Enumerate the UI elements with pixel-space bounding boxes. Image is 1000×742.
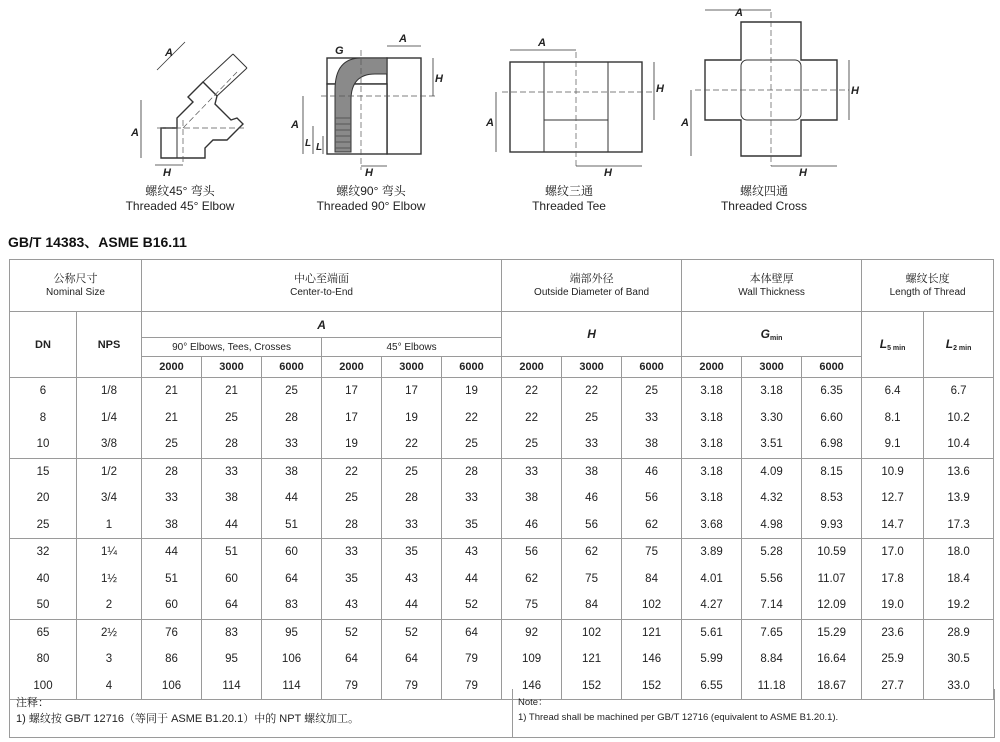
- table-cell: 22: [502, 405, 562, 432]
- header-nps: NPS: [77, 312, 142, 378]
- table-cell: 38: [202, 485, 262, 512]
- table-cell: 8.53: [802, 485, 862, 512]
- caption-90-elbow: [286, 184, 456, 214]
- table-cell: 8.15: [802, 458, 862, 485]
- table-cell: 25: [262, 378, 322, 405]
- table-cell: 62: [622, 512, 682, 539]
- table-cell: 11.07: [802, 566, 862, 593]
- dim-G-label: G: [335, 45, 344, 57]
- dim-H-label: H: [365, 167, 373, 179]
- table-cell: 33.0: [924, 673, 994, 700]
- table-row: [10, 566, 994, 593]
- table-cell: 56: [562, 512, 622, 539]
- class-3000: 3000: [202, 357, 262, 378]
- table-cell: 23.6: [862, 619, 924, 646]
- table-cell: 44: [262, 485, 322, 512]
- table-cell: 95: [262, 619, 322, 646]
- cell-nps: 4: [77, 673, 142, 700]
- cell-nps: 1¼: [77, 539, 142, 566]
- note-cn-title: 注释：: [16, 697, 49, 709]
- table-cell: 25: [622, 378, 682, 405]
- dimensions-table: [9, 259, 994, 700]
- table-cell: 6.4: [862, 378, 924, 405]
- header-symbol-G: $G_{min}$: [682, 312, 862, 357]
- table-cell: 62: [502, 566, 562, 593]
- table-cell: 64: [382, 646, 442, 673]
- table-cell: 4.32: [742, 485, 802, 512]
- table-cell: 52: [442, 592, 502, 619]
- table-cell: 4.98: [742, 512, 802, 539]
- table-cell: 51: [202, 539, 262, 566]
- threaded-tee-drawing: [488, 0, 668, 180]
- dim-A-label: A: [291, 119, 299, 131]
- note-cn-text: 1) 螺纹按 GB/T 12716（等同于 ASME B1.20.1）中的 NPT 螺纹加工。: [16, 713, 360, 725]
- header-center-to-end: 中心至端面 Center-to-End: [142, 260, 502, 312]
- table-cell: 75: [502, 592, 562, 619]
- table-cell: 62: [562, 539, 622, 566]
- table-row: [10, 619, 994, 646]
- table-cell: 79: [322, 673, 382, 700]
- header-outside-diameter: 端部外径 Outside Diameter of Band: [502, 260, 682, 312]
- table-cell: 92: [502, 619, 562, 646]
- table-cell: 38: [502, 485, 562, 512]
- table-cell: 18.67: [802, 673, 862, 700]
- cell-dn: 80: [10, 646, 77, 673]
- cell-nps: 1/4: [77, 405, 142, 432]
- table-cell: 10.2: [924, 405, 994, 432]
- caption-45-elbow: [95, 184, 265, 214]
- table-cell: 25: [142, 431, 202, 458]
- table-row: [10, 646, 994, 673]
- dim-A-label: A: [681, 117, 689, 129]
- table-cell: 121: [622, 619, 682, 646]
- dim-H-label-side: H: [656, 83, 664, 95]
- class-2000: 2000: [682, 357, 742, 378]
- table-row: [10, 485, 994, 512]
- cell-dn: 10: [10, 431, 77, 458]
- table-cell: 7.14: [742, 592, 802, 619]
- table-cell: 44: [142, 539, 202, 566]
- table-cell: 35: [322, 566, 382, 593]
- header-symbol-L5: $L_{5 min}$: [862, 312, 924, 378]
- table-cell: 17: [382, 378, 442, 405]
- dim-H-label-side: H: [851, 85, 859, 97]
- table-cell: 25: [502, 431, 562, 458]
- table-cell: 21: [202, 378, 262, 405]
- table-cell: 16.64: [802, 646, 862, 673]
- dim-A-label-top: A: [538, 37, 546, 49]
- table-cell: 4.01: [682, 566, 742, 593]
- table-cell: 25: [562, 405, 622, 432]
- table-cell: 146: [502, 673, 562, 700]
- table-cell: 22: [382, 431, 442, 458]
- caption-cross: [679, 184, 849, 214]
- threaded-90-elbow-drawing: [265, 0, 445, 180]
- table-cell: 19: [322, 431, 382, 458]
- dim-L2-label: L: [305, 138, 312, 149]
- table-cell: 3.18: [682, 458, 742, 485]
- table-cell: 22: [322, 458, 382, 485]
- table-cell: 3.51: [742, 431, 802, 458]
- table-cell: 64: [202, 592, 262, 619]
- cell-dn: 25: [10, 512, 77, 539]
- table-cell: 33: [382, 512, 442, 539]
- table-cell: 5.56: [742, 566, 802, 593]
- cell-nps: 1/2: [77, 458, 142, 485]
- table-cell: 52: [382, 619, 442, 646]
- dim-A-label-top: A: [735, 7, 743, 19]
- fittings-illustrations: [0, 0, 1000, 225]
- cell-nps: 1½: [77, 566, 142, 593]
- header-symbol-A: A: [142, 312, 502, 338]
- class-6000: 6000: [262, 357, 322, 378]
- table-cell: 3.18: [682, 485, 742, 512]
- cell-nps: 2½: [77, 619, 142, 646]
- table-cell: 56: [622, 485, 682, 512]
- dim-H-label: H: [604, 167, 612, 179]
- table-cell: 3.18: [682, 378, 742, 405]
- table-cell: 28.9: [924, 619, 994, 646]
- table-cell: 11.18: [742, 673, 802, 700]
- caption-cn: 螺纹45° 弯头: [145, 184, 215, 198]
- table-cell: 114: [202, 673, 262, 700]
- table-cell: 109: [502, 646, 562, 673]
- table-cell: 86: [142, 646, 202, 673]
- table-cell: 33: [202, 458, 262, 485]
- table-cell: 3.18: [682, 405, 742, 432]
- table-cell: 10.59: [802, 539, 862, 566]
- table-cell: 5.28: [742, 539, 802, 566]
- cell-dn: 20: [10, 485, 77, 512]
- table-cell: 75: [622, 539, 682, 566]
- table-cell: 83: [202, 619, 262, 646]
- note-en-text: 1) Thread shall be machined per GB/T 12716 (equivalent to ASME B1.20.1).: [518, 712, 839, 723]
- table-cell: 106: [262, 646, 322, 673]
- table-cell: 25: [202, 405, 262, 432]
- table-cell: 38: [622, 431, 682, 458]
- header-45-elbows: 45° Elbows: [322, 338, 502, 357]
- dim-H-label: H: [163, 167, 171, 179]
- table-cell: 60: [142, 592, 202, 619]
- class-2000: 2000: [502, 357, 562, 378]
- table-row: [10, 458, 994, 485]
- table-cell: 44: [382, 592, 442, 619]
- table-cell: 84: [562, 592, 622, 619]
- dim-H-label: H: [799, 167, 807, 179]
- header-class-row: [10, 357, 994, 378]
- table-cell: 43: [382, 566, 442, 593]
- table-cell: 121: [562, 646, 622, 673]
- class-2000: 2000: [322, 357, 382, 378]
- cell-dn: 65: [10, 619, 77, 646]
- table-cell: 25: [322, 485, 382, 512]
- table-cell: 28: [202, 431, 262, 458]
- table-cell: 51: [262, 512, 322, 539]
- caption-en: Threaded 90° Elbow: [316, 199, 426, 213]
- table-cell: 60: [262, 539, 322, 566]
- class-6000: 6000: [442, 357, 502, 378]
- header-nominal-size: 公称尺寸 Nominal Size: [10, 260, 142, 312]
- table-cell: 33: [622, 405, 682, 432]
- table-cell: 19.0: [862, 592, 924, 619]
- table-cell: 14.7: [862, 512, 924, 539]
- table-cell: 28: [442, 458, 502, 485]
- table-row: [10, 539, 994, 566]
- table-cell: 7.65: [742, 619, 802, 646]
- cell-dn: 100: [10, 673, 77, 700]
- dim-A-label: A: [486, 117, 494, 129]
- table-cell: 146: [622, 646, 682, 673]
- cell-dn: 8: [10, 405, 77, 432]
- table-cell: 9.93: [802, 512, 862, 539]
- note-en-title: Note：: [518, 697, 548, 708]
- cell-dn: 15: [10, 458, 77, 485]
- table-cell: 79: [382, 673, 442, 700]
- table-cell: 64: [442, 619, 502, 646]
- table-cell: 8.84: [742, 646, 802, 673]
- table-cell: 30.5: [924, 646, 994, 673]
- class-2000: 2000: [142, 357, 202, 378]
- table-cell: 21: [142, 405, 202, 432]
- table-cell: 52: [322, 619, 382, 646]
- header-wall-thickness: 本体壁厚 Wall Thickness: [682, 260, 862, 312]
- table-cell: 5.61: [682, 619, 742, 646]
- table-cell: 17.8: [862, 566, 924, 593]
- cell-dn: 32: [10, 539, 77, 566]
- threaded-cross-drawing: [683, 0, 863, 180]
- caption-en: Threaded Tee: [532, 199, 606, 213]
- table-cell: 27.7: [862, 673, 924, 700]
- table-cell: 35: [442, 512, 502, 539]
- table-row: [10, 431, 994, 458]
- table-cell: 114: [262, 673, 322, 700]
- table-cell: 83: [262, 592, 322, 619]
- table-cell: 102: [622, 592, 682, 619]
- table-cell: 3.18: [682, 431, 742, 458]
- table-cell: 46: [562, 485, 622, 512]
- table-cell: 8.1: [862, 405, 924, 432]
- caption-cn: 螺纹90° 弯头: [336, 184, 406, 198]
- table-cell: 51: [142, 566, 202, 593]
- table-cell: 10.4: [924, 431, 994, 458]
- table-cell: 79: [442, 646, 502, 673]
- table-cell: 84: [622, 566, 682, 593]
- table-cell: 46: [622, 458, 682, 485]
- cell-dn: 50: [10, 592, 77, 619]
- cell-nps: 1: [77, 512, 142, 539]
- dim-A-label-top: A: [399, 33, 407, 45]
- table-cell: 22: [442, 405, 502, 432]
- cell-nps: 3/4: [77, 485, 142, 512]
- class-3000: 3000: [562, 357, 622, 378]
- table-cell: 12.09: [802, 592, 862, 619]
- table-cell: 10.9: [862, 458, 924, 485]
- caption-cn: 螺纹三通: [544, 184, 593, 198]
- header-thread-length: 螺纹长度 Length of Thread: [862, 260, 994, 312]
- caption-en: Threaded Cross: [720, 199, 808, 213]
- class-3000: 3000: [742, 357, 802, 378]
- table-cell: 75: [562, 566, 622, 593]
- table-cell: 43: [442, 539, 502, 566]
- table-cell: 3.89: [682, 539, 742, 566]
- table-cell: 6.35: [802, 378, 862, 405]
- table-cell: 102: [562, 619, 622, 646]
- table-cell: 33: [562, 431, 622, 458]
- table-cell: 25: [382, 458, 442, 485]
- cell-dn: 6: [10, 378, 77, 405]
- table-cell: 106: [142, 673, 202, 700]
- table-cell: 33: [502, 458, 562, 485]
- table-cell: 6.55: [682, 673, 742, 700]
- table-body: [10, 378, 994, 700]
- header-dn: DN: [10, 312, 77, 378]
- table-cell: 19: [442, 378, 502, 405]
- header-symbol-H: H: [502, 312, 682, 357]
- table-header: [10, 260, 994, 378]
- table-cell: 6.60: [802, 405, 862, 432]
- table-row: [10, 512, 994, 539]
- table-cell: 3.68: [682, 512, 742, 539]
- table-cell: 28: [322, 512, 382, 539]
- table-cell: 44: [202, 512, 262, 539]
- table-cell: 43: [322, 592, 382, 619]
- table-cell: 33: [322, 539, 382, 566]
- dim-A-label-top: A: [165, 47, 173, 59]
- table-cell: 38: [142, 512, 202, 539]
- table-cell: 17: [322, 405, 382, 432]
- threaded-45-elbow-drawing: [95, 0, 265, 180]
- notes-box: [9, 689, 995, 738]
- class-3000: 3000: [382, 357, 442, 378]
- table-cell: 33: [262, 431, 322, 458]
- table-cell: 79: [442, 673, 502, 700]
- table-cell: 3.18: [742, 378, 802, 405]
- caption-en: Threaded 45° Elbow: [125, 199, 235, 213]
- table-cell: 19.2: [924, 592, 994, 619]
- class-6000: 6000: [802, 357, 862, 378]
- caption-tee: [484, 184, 654, 214]
- dim-L5-label: L: [316, 142, 323, 153]
- table-cell: 28: [382, 485, 442, 512]
- table-cell: 22: [502, 378, 562, 405]
- note-divider: [512, 689, 513, 737]
- dim-A-label: A: [131, 127, 139, 139]
- note-en: [518, 695, 838, 725]
- cell-nps: 3/8: [77, 431, 142, 458]
- table-cell: 22: [562, 378, 622, 405]
- table-cell: 3.30: [742, 405, 802, 432]
- table-cell: 6.7: [924, 378, 994, 405]
- caption-cn: 螺纹四通: [739, 184, 788, 198]
- table-cell: 46: [502, 512, 562, 539]
- table-cell: 64: [322, 646, 382, 673]
- table-cell: 64: [262, 566, 322, 593]
- table-cell: 18.4: [924, 566, 994, 593]
- table-cell: 13.6: [924, 458, 994, 485]
- table-cell: 19: [382, 405, 442, 432]
- header-symbol-L2: $L_{2 min}$: [924, 312, 994, 378]
- table-cell: 76: [142, 619, 202, 646]
- table-cell: 17: [322, 378, 382, 405]
- table-cell: 35: [382, 539, 442, 566]
- table-cell: 17.0: [862, 539, 924, 566]
- table-cell: 17.3: [924, 512, 994, 539]
- table-cell: 4.09: [742, 458, 802, 485]
- standard-title: GB/T 14383、ASME B16.11: [8, 234, 187, 250]
- table-cell: 15.29: [802, 619, 862, 646]
- table-cell: 25: [442, 431, 502, 458]
- note-cn: [16, 695, 359, 727]
- table-row: [10, 592, 994, 619]
- table-cell: 13.9: [924, 485, 994, 512]
- table-cell: 56: [502, 539, 562, 566]
- table-cell: 38: [262, 458, 322, 485]
- header-90-elbows: 90° Elbows, Tees, Crosses: [142, 338, 322, 357]
- table-cell: 18.0: [924, 539, 994, 566]
- cell-dn: 40: [10, 566, 77, 593]
- table-cell: 38: [562, 458, 622, 485]
- table-cell: 5.99: [682, 646, 742, 673]
- dim-H-label-side: H: [435, 73, 443, 85]
- cell-nps: 2: [77, 592, 142, 619]
- table-cell: 25.9: [862, 646, 924, 673]
- table-cell: 4.27: [682, 592, 742, 619]
- table-cell: 12.7: [862, 485, 924, 512]
- table-cell: 95: [202, 646, 262, 673]
- table-cell: 44: [442, 566, 502, 593]
- table-cell: 6.98: [802, 431, 862, 458]
- table-row: [10, 378, 994, 405]
- table-row: [10, 405, 994, 432]
- cell-nps: 1/8: [77, 378, 142, 405]
- table-cell: 28: [262, 405, 322, 432]
- table-cell: 60: [202, 566, 262, 593]
- table-cell: 152: [622, 673, 682, 700]
- table-cell: 33: [442, 485, 502, 512]
- table-cell: 28: [142, 458, 202, 485]
- table-cell: 9.1: [862, 431, 924, 458]
- table-cell: 33: [142, 485, 202, 512]
- cell-nps: 3: [77, 646, 142, 673]
- class-6000: 6000: [622, 357, 682, 378]
- table-cell: 21: [142, 378, 202, 405]
- table-cell: 152: [562, 673, 622, 700]
